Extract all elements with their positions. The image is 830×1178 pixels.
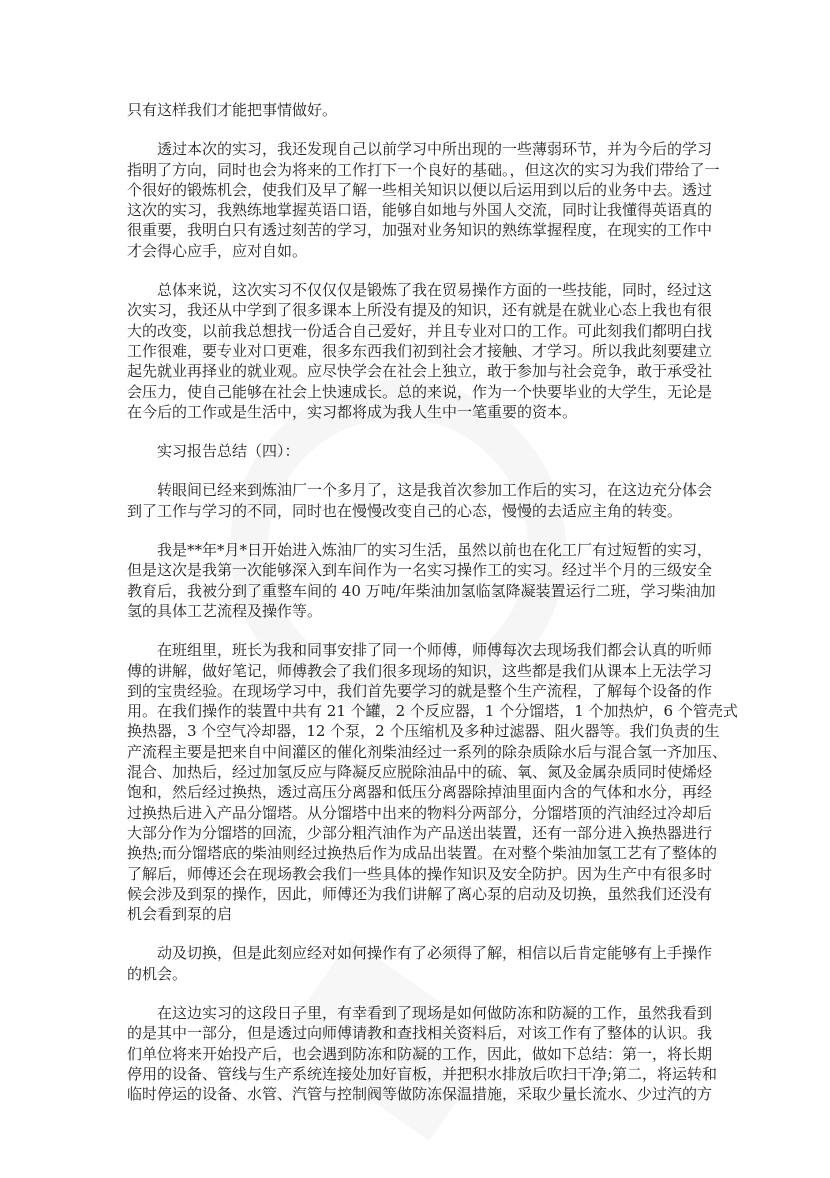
text-line: 但是这次是我第一次能够深入到车间作为一名实习操作工的实习。经过半个月的三级安全 <box>127 561 713 580</box>
text-line: 指明了方向，同时也会为将来的工作打下一个良好的基础。，但这次的实习为我们带给了一 <box>127 160 720 179</box>
paragraph <box>127 1003 718 1104</box>
text-line: 用。在我们操作的装置中共有 21 个罐，2 个反应器，1 个分馏塔，1 个加热炉，6 个管壳式 <box>127 702 738 721</box>
text-line: 会压力，使自己能够在社会上快速成长。总的来说，作为一个快要毕业的大学生，无论是 <box>127 382 713 401</box>
paragraph <box>127 100 708 120</box>
text-line: 在班组里，班长为我和同事安排了同一个师傅，师傅每次去现场我们都会认真的听师 <box>157 641 713 660</box>
text-line: 换热;而分馏塔底的柴油则经过换热后作为成品出装置。在对整个柴油加氢工艺有了整体的 <box>127 844 718 863</box>
text-line: 大部分作为分馏塔的回流，少部分粗汽油作为产品送出装置，还有一部分进入换热器进行 <box>127 823 713 842</box>
text-line: 动及切换，但是此刻应经对如何操作有了必须得了解，相信以后肯定能够有上手操作 <box>157 944 713 963</box>
document-body <box>127 100 738 1123</box>
text-line: 产流程主要是把来自中间灌区的催化剂柴油经过一系列的除杂质除水后与混合氢一齐加压、 <box>127 742 728 761</box>
paragraph <box>127 943 713 984</box>
text-line: 们单位将来开始投产后，也会遇到防冻和防凝的工作，因此，做如下总结：第一，将长期 <box>127 1044 713 1063</box>
text-line: 教育后，我被分到了重整车间的 40 万吨/年柴油加氢临氢降凝装置运行二班，学习柴油加 <box>127 581 716 600</box>
text-line: 机会看到泵的启 <box>127 905 233 924</box>
paragraph <box>127 640 738 924</box>
paragraph <box>127 480 713 521</box>
text-line: 这次的实习，我熟练地掌握英语口语，能够自如地与外国人交流，同时让我懂得英语真的 <box>127 201 713 220</box>
text-line: 透过本次的实习，我还发现自己以前学习中所出现的一些薄弱环节，并为今后的学习 <box>157 140 713 159</box>
paragraph <box>127 540 716 621</box>
text-line: 饱和，然后经过换热，透过高压分离器和低压分离器除掉油里面内含的气体和水分，再经 <box>127 783 713 802</box>
text-line: 在今后的工作或是生活中，实习都将成为我人生中一笔重要的资本。 <box>127 402 578 421</box>
text-line: 总体来说，这次实习不仅仅仅是锻炼了我在贸易操作方面的一些技能，同时，经过这 <box>157 281 713 300</box>
text-line: 的机会。 <box>127 964 188 983</box>
text-line: 才会得心应手，应对自如。 <box>127 241 308 260</box>
text-line: 很重要，我明白只有透过刻苦的学习，加强对业务知识的熟练掌握程度，在现实的工作中 <box>127 221 713 240</box>
text-line: 个很好的锻炼机会，使我们及早了解一些相关知识以便以后运用到以后的业务中去。透过 <box>127 180 713 199</box>
text-line: 氢的具体工艺流程及操作等。 <box>127 601 323 620</box>
text-line: 实习报告总结（四）： <box>157 442 300 461</box>
text-line: 在这边实习的这段日子里，有幸看到了现场是如何做防冻和防凝的工作，虽然我看到 <box>157 1003 713 1022</box>
text-line: 傅的讲解，做好笔记，师傅教会了我们很多现场的知识，这些都是我们从课本上无法学习 <box>127 661 713 680</box>
paragraph <box>127 441 708 461</box>
text-line: 工作很难，要专业对口更难，很多东西我们初到社会才接触、才学习。所以我此刻要建立 <box>127 341 713 360</box>
text-line: 起先就业再择业的就业观。应尽快学会在社会上独立，敢于参加与社会竞争，敢于承受社 <box>127 362 713 381</box>
text-line: 转眼间已经来到炼油厂一个多月了，这是我首次参加工作后的实习，在这边充分体会 <box>157 481 713 500</box>
text-line: 停用的设备、管线与生产系统连接处加好盲板，并把积水排放后吹扫干净;第二，将运转和 <box>127 1064 718 1083</box>
text-line: 我是**年*月*日开始进入炼油厂的实习生活，虽然以前也在化工厂有过短暂的实习， <box>157 541 713 560</box>
text-line: 到的宝贵经验。在现场学习中，我们首先要学习的就是整个生产流程，了解每个设备的作 <box>127 681 713 700</box>
text-line: 过换热后进入产品分馏塔。从分馏塔中出来的物料分两部分，分馏塔顶的汽油经过冷却后 <box>127 803 713 822</box>
text-line: 只有这样我们才能把事情做好。 <box>127 101 338 119</box>
text-line: 次实习，我还从中学到了很多课本上所没有提及的知识，还有就是在就业心态上我也有很 <box>127 301 713 320</box>
text-line: 大的改变，以前我总想找一份适合自己爱好，并且专业对口的工作。可此刻我们都明白找 <box>127 321 713 340</box>
text-line: 混合、加热后，经过加氢反应与降凝反应脱除油品中的硫、氧、氮及金属杂质同时使烯烃 <box>127 763 713 782</box>
text-line: 到了工作与学习的不同，同时也在慢慢改变自己的心态，慢慢的去适应主角的转变。 <box>127 501 683 520</box>
paragraph <box>127 280 713 422</box>
text-line: 换热器，3 个空气冷却器，12 个泵，2 个压缩机及多种过滤器、阻火器等。我们负责的生 <box>127 722 720 741</box>
paragraph <box>127 139 720 261</box>
text-line: 的是其中一部分，但是透过向师傅请教和查找相关资料后，对该工作有了整体的认识。我 <box>127 1024 713 1043</box>
text-line: 临时停运的设备、水管、汽管与控制阀等做防冻保温措施，采取少量长流水、少过汽的方 <box>127 1085 713 1104</box>
text-line: 了解后，师傅还会在现场教会我们一些具体的操作知识及安全防护。因为生产中有很多时 <box>127 864 713 883</box>
text-line: 候会涉及到泵的操作，因此，师傅还为我们讲解了离心泵的启动及切换，虽然我们还没有 <box>127 884 713 903</box>
